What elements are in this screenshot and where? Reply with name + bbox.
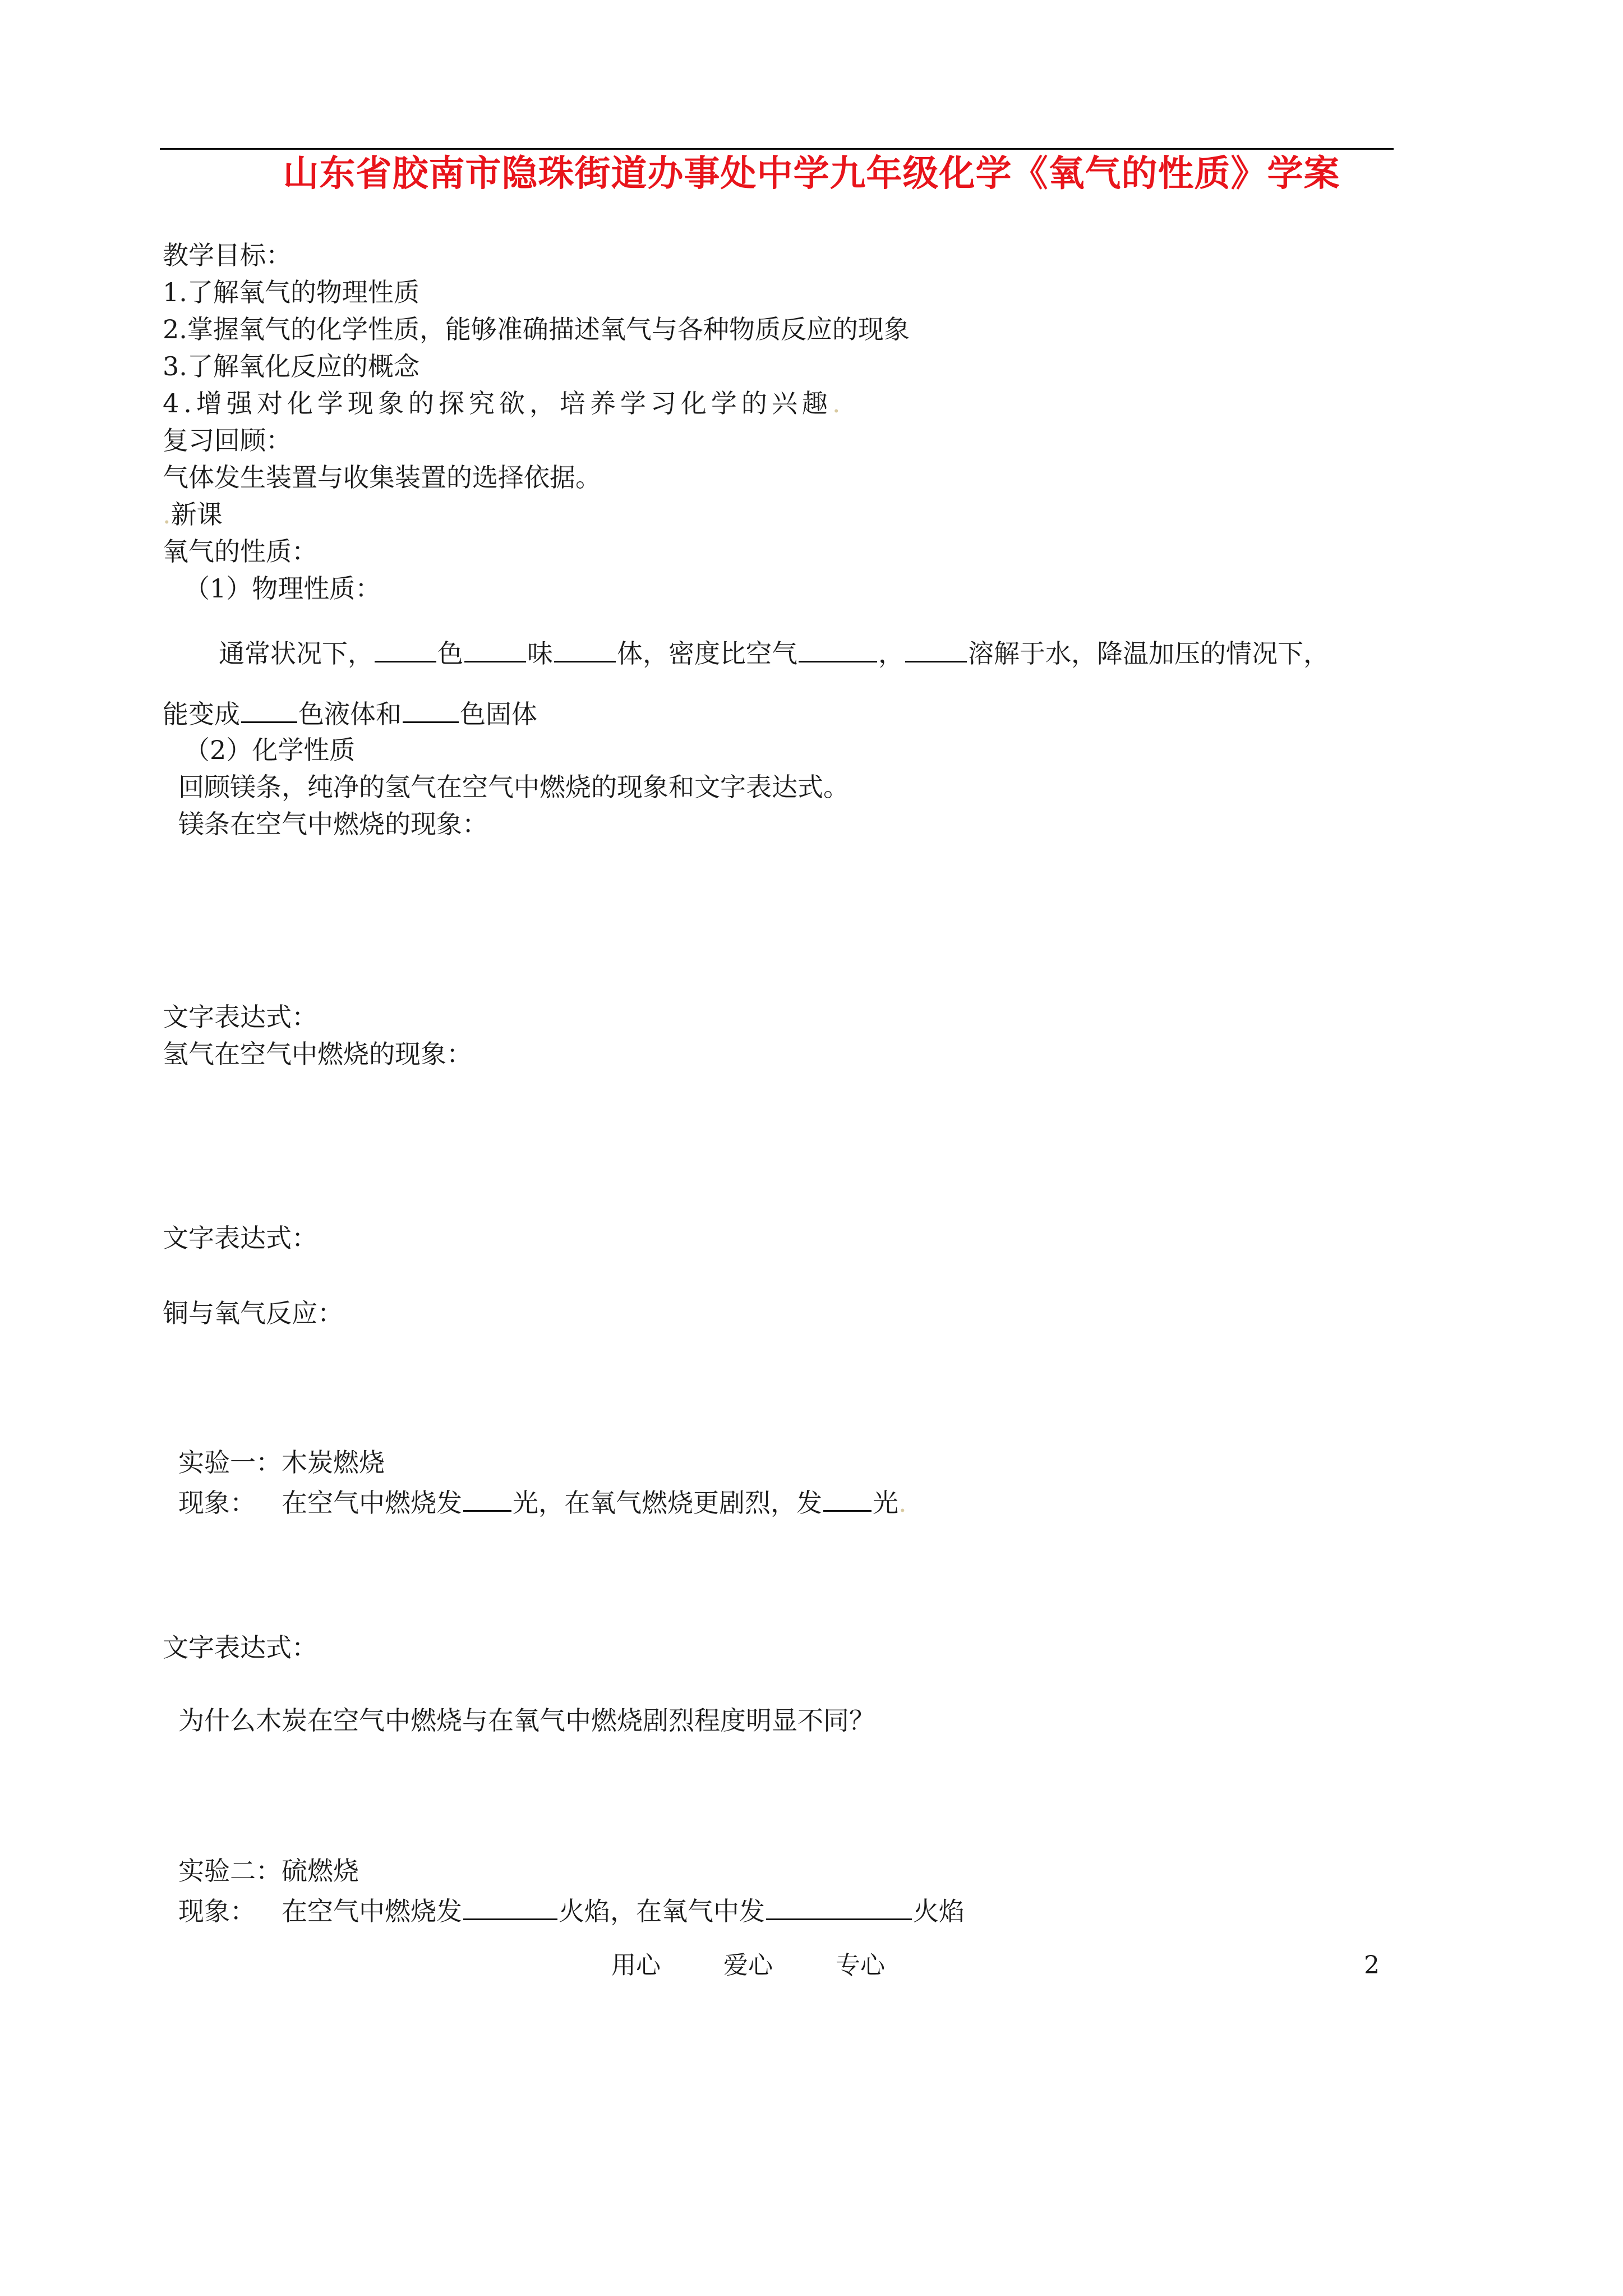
hydrogen-phenomenon-label: 氢气在空气中燃烧的现象： (163, 1039, 472, 1069)
blank-state[interactable] (554, 635, 616, 662)
charcoal-question: 为什么木炭在空气中燃烧与在氧气中燃烧剧烈程度明显不同？ (178, 1705, 875, 1736)
header-rule (160, 148, 1394, 150)
blank-liquid-color[interactable] (241, 696, 297, 723)
blank-charcoal-oxygen[interactable] (823, 1484, 872, 1512)
physical-properties-line-1: 通常状况下， 色 味 体，密度比空气 ， 溶解于水，降温加压的情况下， (219, 635, 1329, 669)
experiment-2-phenomenon: 现象： 在空气中燃烧发 火焰，在氧气中发 火焰 (178, 1893, 965, 1927)
document-title: 山东省胶南市隐珠街道办事处中学九年级化学《氧气的性质》学案 (283, 153, 1340, 195)
footer-word-1: 用心 (611, 1951, 661, 1980)
physical-properties-heading: （1）物理性质： (184, 573, 381, 604)
objective-item-2: 2.掌握氧气的化学性质，能够准确描述氧气与各种物质反应的现象 (163, 314, 910, 344)
objective-item-3: 3.了解氧化反应的概念 (163, 351, 419, 381)
chemical-properties-heading: （2）化学性质 (184, 735, 356, 765)
word-equation-label-2: 文字表达式： (163, 1223, 317, 1253)
chemical-review-text: 回顾镁条，纯净的氢气在空气中燃烧的现象和文字表达式。 (178, 772, 849, 802)
objective-item-4: 4.增强对化学现象的探究欲，培养学习化学的兴趣. (163, 388, 845, 418)
page-number: 2 (1364, 1951, 1380, 1980)
blank-charcoal-air[interactable] (463, 1484, 511, 1512)
footer-word-3: 专心 (836, 1951, 885, 1980)
physical-properties-line-2: 能变成 色液体和 色固体 (163, 696, 537, 730)
magnesium-phenomenon-label: 镁条在空气中燃烧的现象： (178, 809, 488, 839)
review-heading: 复习回顾： (163, 425, 292, 455)
word-equation-label-1: 文字表达式： (163, 1002, 317, 1032)
blank-solid-color[interactable] (403, 696, 459, 723)
objectives-heading: 教学目标： (163, 240, 292, 270)
properties-heading: 氧气的性质： (163, 536, 317, 567)
blank-density[interactable] (799, 635, 877, 662)
blank-color[interactable] (375, 635, 436, 662)
objective-item-1: 1.了解氧气的物理性质 (163, 277, 419, 307)
blank-solubility[interactable] (905, 635, 967, 662)
blank-smell[interactable] (464, 635, 526, 662)
word-equation-label-3: 文字表达式： (163, 1632, 317, 1663)
blank-sulfur-air[interactable] (463, 1893, 557, 1920)
blank-sulfur-oxygen[interactable] (766, 1893, 912, 1920)
copper-reaction-label: 铜与氧气反应： (163, 1298, 343, 1328)
experiment-1-phenomenon: 现象： 在空气中燃烧发 光，在氧气燃烧更剧烈，发 光. (178, 1484, 907, 1519)
experiment-2-title: 实验二：硫燃烧 (178, 1856, 359, 1886)
experiment-1-title: 实验一：木炭燃烧 (178, 1447, 385, 1478)
footer-word-2: 爱心 (723, 1951, 773, 1980)
new-lesson-label: .新课 (163, 499, 223, 530)
review-text: 气体发生装置与收集装置的选择依据。 (163, 462, 601, 493)
